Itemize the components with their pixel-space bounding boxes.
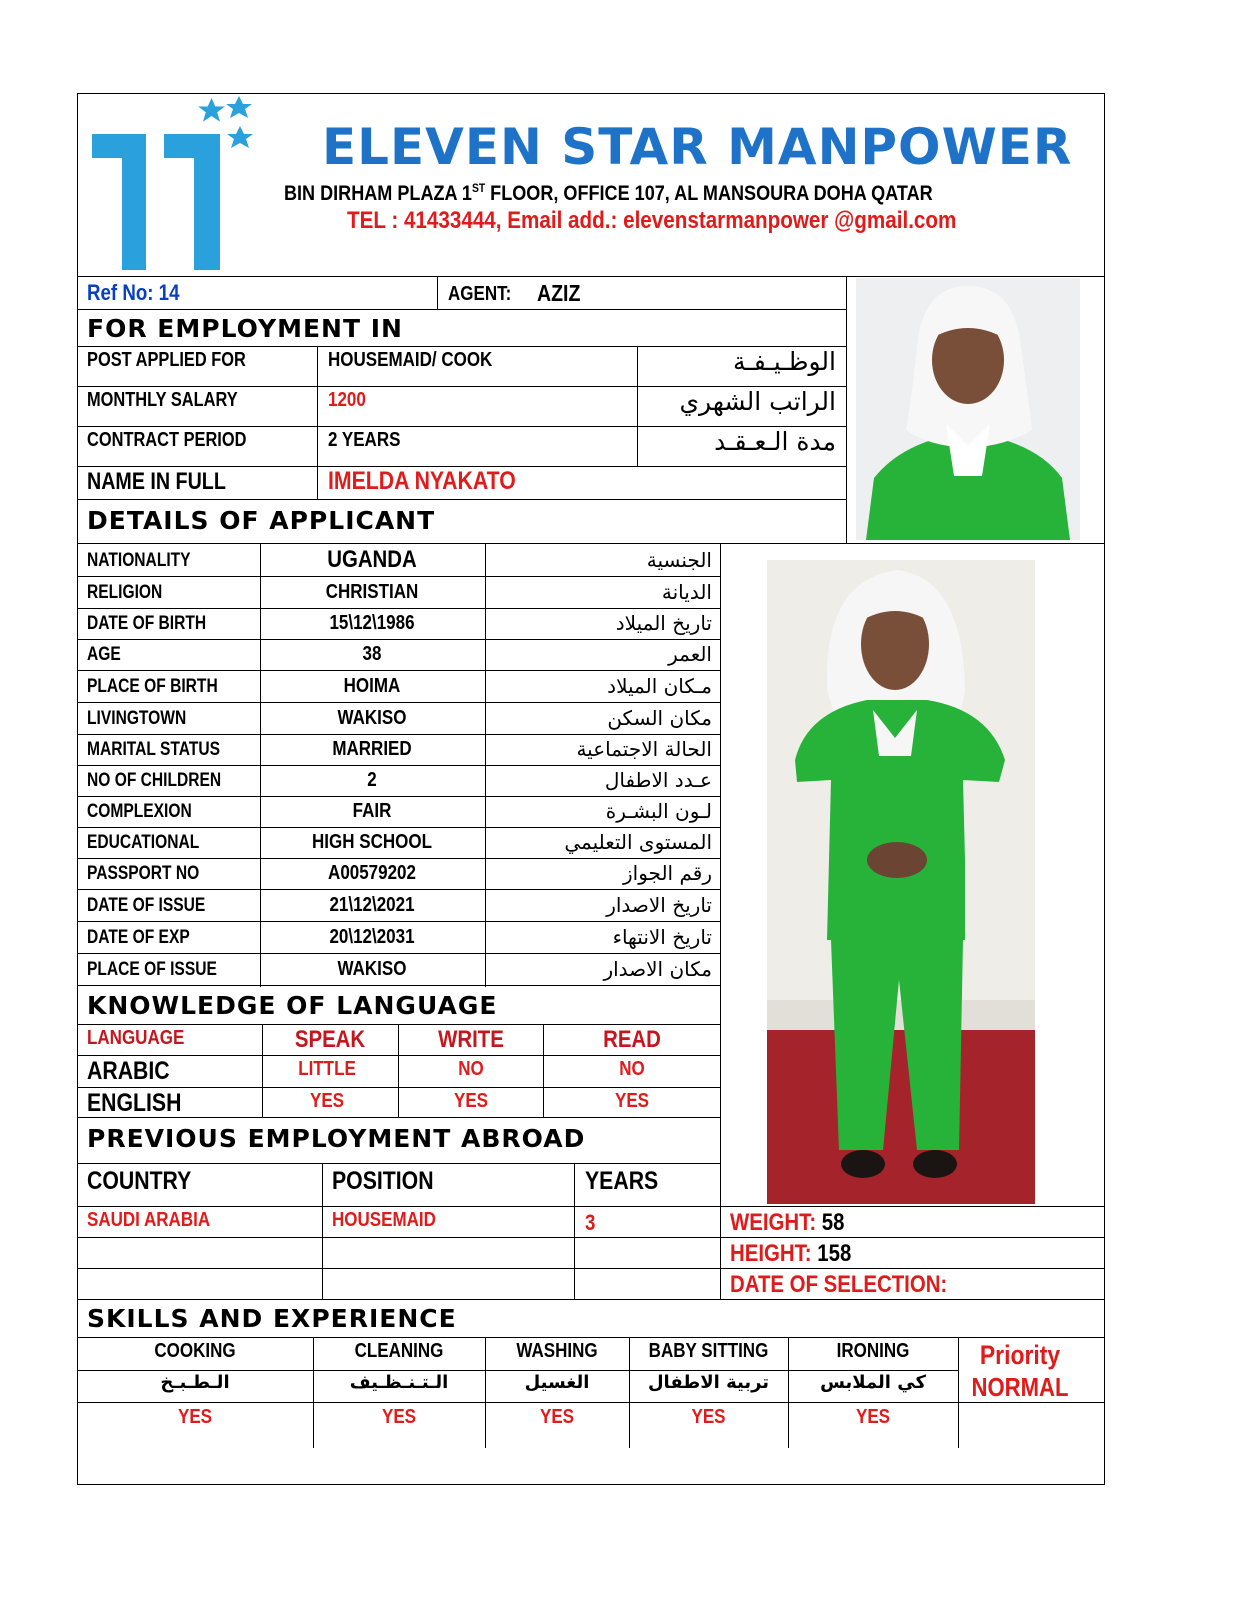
divider (317, 346, 318, 500)
divider (77, 309, 847, 310)
detail-row-value: FAIR (352, 800, 392, 822)
detail-row-arabic: العمر (668, 642, 712, 666)
detail-row-value: MARRIED (332, 738, 412, 760)
divider (77, 985, 721, 986)
employment-row-label: POST APPLIED FOR (87, 349, 246, 371)
language-name: ENGLISH (87, 1089, 182, 1117)
detail-row-label: AGE (87, 644, 121, 665)
company-name: ELEVEN STAR MANPOWER (322, 118, 1073, 176)
speak-header: SPEAK (294, 1026, 366, 1053)
detail-row-value: 2 (367, 769, 377, 791)
skill-name: IRONING (836, 1340, 910, 1362)
language-name: ARABIC (87, 1057, 170, 1085)
detail-row-arabic: مكان الاصدار (603, 957, 712, 981)
section-language-title: KNOWLEDGE OF LANGUAGE (87, 991, 498, 1020)
divider (788, 1337, 789, 1448)
ref-number: Ref No: 14 (87, 280, 180, 305)
divider (77, 1402, 1104, 1403)
previous-position: HOUSEMAID (332, 1209, 436, 1231)
employment-row-value: 1200 (328, 389, 366, 411)
skill-name: CLEANING (354, 1340, 444, 1362)
divider (77, 796, 721, 797)
skill-value: YES (855, 1406, 891, 1428)
detail-row-value: 20\12\2031 (329, 926, 415, 948)
language-speak: YES (309, 1090, 345, 1112)
detail-row-value: A00579202 (328, 862, 416, 884)
divider (77, 499, 847, 500)
divider (77, 346, 847, 347)
years-header: YEARS (585, 1167, 659, 1195)
divider (77, 1055, 721, 1056)
detail-row-arabic: الجنسية (646, 548, 712, 572)
language-write: NO (458, 1058, 484, 1080)
detail-row-label: LIVINGTOWN (87, 708, 187, 729)
applicant-portrait-photo (856, 278, 1080, 540)
skill-arabic: الغسيل (524, 1372, 590, 1393)
company-address: BIN DIRHAM PLAZA 1ST FLOOR, OFFICE 107, AL MANSOURA DOHA QATAR (284, 181, 933, 205)
detail-row-value: WAKISO (337, 958, 407, 980)
detail-row-label: DATE OF EXP (87, 927, 190, 948)
skill-value: YES (177, 1406, 213, 1428)
divider (574, 1163, 575, 1299)
detail-row-value: HOIMA (343, 675, 401, 697)
detail-row-value: CHRISTIAN (325, 581, 419, 603)
detail-row-arabic: مـكان الميلاد (607, 674, 712, 698)
divider (77, 765, 721, 766)
divider (77, 858, 721, 859)
divider (77, 1117, 721, 1118)
detail-row-arabic: لـون البشـرة (605, 799, 712, 823)
language-read: NO (619, 1058, 645, 1080)
divider (77, 702, 721, 703)
height: HEIGHT: 158 (730, 1240, 852, 1267)
weight: WEIGHT: 58 (730, 1209, 845, 1236)
divider (77, 576, 721, 577)
previous-years: 3 (585, 1210, 596, 1235)
divider (77, 953, 721, 954)
section-skills-title: SKILLS AND EXPERIENCE (87, 1304, 457, 1333)
divider (77, 827, 721, 828)
country-header: COUNTRY (87, 1167, 192, 1195)
divider (543, 1024, 544, 1118)
detail-row-arabic: تاريخ الميلاد (615, 611, 712, 635)
employment-row-label: MONTHLY SALARY (87, 389, 238, 411)
divider (77, 1024, 721, 1025)
logo-eleven-icon (88, 96, 258, 276)
detail-row-arabic: الحالة الاجتماعية (576, 737, 712, 761)
divider (77, 1299, 1104, 1300)
detail-row-arabic: تاريخ الاصدار (606, 893, 712, 917)
detail-row-arabic: تاريخ الانتهاء (612, 925, 712, 949)
detail-row-label: RELIGION (87, 582, 163, 603)
language-header: LANGUAGE (87, 1027, 185, 1049)
divider (77, 1370, 959, 1371)
detail-row-label: NATIONALITY (87, 550, 191, 571)
detail-row-label: DATE OF BIRTH (87, 613, 207, 634)
skill-name: BABY SITTING (648, 1340, 769, 1362)
skill-value: YES (539, 1406, 575, 1428)
detail-row-value: WAKISO (337, 707, 407, 729)
detail-row-arabic: مكان السكن (607, 706, 712, 730)
divider (77, 1206, 1104, 1207)
divider (77, 276, 1104, 277)
language-speak: LITTLE (298, 1058, 356, 1080)
skill-name: WASHING (516, 1340, 598, 1362)
skill-value: YES (381, 1406, 417, 1428)
divider (637, 346, 638, 466)
divider (398, 1024, 399, 1118)
divider (313, 1337, 314, 1448)
employment-row-value: HOUSEMAID/ COOK (328, 349, 493, 371)
section-details-title: DETAILS OF APPLICANT (87, 506, 436, 535)
employment-row-arabic: الراتب الشهري (679, 387, 836, 416)
divider (77, 1268, 1104, 1269)
skill-value: YES (691, 1406, 726, 1428)
divider (77, 608, 721, 609)
full-body-figure-icon (767, 560, 1035, 1204)
portrait-figure-icon (856, 278, 1080, 540)
section-previous-title: PREVIOUS EMPLOYMENT ABROAD (87, 1124, 586, 1153)
detail-row-value: 21\12\2021 (329, 894, 415, 916)
applicant-full-body-photo (767, 560, 1035, 1204)
detail-row-value: HIGH SCHOOL (312, 831, 432, 853)
detail-row-label: MARITAL STATUS (87, 739, 220, 760)
detail-row-label: COMPLEXION (87, 801, 192, 822)
position-header: POSITION (332, 1167, 434, 1195)
divider (77, 921, 721, 922)
divider (77, 889, 721, 890)
detail-row-label: PASSPORT NO (87, 863, 200, 884)
skill-arabic: كي الملابس (820, 1372, 926, 1393)
write-header: WRITE (438, 1026, 504, 1053)
agent-label: AGENT: (448, 283, 512, 305)
detail-row-label: NO OF CHILDREN (87, 770, 222, 791)
skill-name: COOKING (154, 1340, 236, 1362)
employment-row-label: CONTRACT PERIOD (87, 429, 247, 451)
agent-name: AZIZ (537, 280, 581, 306)
skill-arabic: الـتـنـظـيف (349, 1372, 449, 1393)
company-contact: TEL : 41433444, Email add.: elevenstarmanpower @gmail.com (347, 207, 957, 234)
divider (958, 1337, 959, 1448)
employment-row-arabic: مدة الـعـقـد (714, 427, 836, 456)
name-label: NAME IN FULL (87, 468, 226, 495)
divider (322, 1163, 323, 1299)
employment-row-value: 2 YEARS (328, 429, 401, 451)
priority-label: Priority (979, 1340, 1061, 1370)
previous-country: SAUDI ARABIA (87, 1209, 211, 1231)
divider (846, 276, 847, 544)
divider (77, 670, 721, 671)
detail-row-value: UGANDA (327, 546, 417, 573)
divider (77, 543, 1104, 544)
language-read: YES (614, 1090, 650, 1112)
company-logo (88, 96, 258, 276)
divider (720, 543, 721, 1299)
detail-row-label: PLACE OF BIRTH (87, 676, 218, 697)
skill-arabic: الـطـبـخ (160, 1372, 230, 1393)
divider (77, 1337, 1104, 1338)
divider (77, 1087, 721, 1088)
divider (260, 543, 261, 987)
employment-row-arabic: الوظـيـفـة (733, 347, 836, 376)
detail-row-value: 38 (362, 643, 382, 665)
detail-row-value: 15\12\1986 (329, 612, 415, 634)
divider (77, 1163, 721, 1164)
detail-row-label: PLACE OF ISSUE (87, 959, 217, 980)
divider (485, 1337, 486, 1448)
divider (77, 639, 721, 640)
date-of-selection-label: DATE OF SELECTION: (730, 1271, 948, 1298)
detail-row-label: DATE OF ISSUE (87, 895, 206, 916)
detail-row-label: EDUCATIONAL (87, 832, 200, 853)
divider (262, 1024, 263, 1118)
detail-row-arabic: المستوى التعليمي (564, 830, 712, 854)
read-header: READ (603, 1026, 661, 1053)
language-write: YES (453, 1090, 489, 1112)
detail-row-arabic: رقم الجواز (623, 861, 712, 885)
detail-row-arabic: الديانة (661, 580, 712, 604)
divider (77, 1237, 1104, 1238)
divider (485, 543, 486, 987)
skill-arabic: تربية الاطفال (647, 1372, 770, 1393)
divider (77, 734, 721, 735)
divider (629, 1337, 630, 1448)
priority-value: NORMAL (971, 1372, 1069, 1402)
detail-row-arabic: عـدد الاطفال (604, 768, 712, 792)
applicant-full-name: IMELDA NYAKATO (328, 467, 516, 495)
divider (437, 276, 438, 310)
section-employment-title: FOR EMPLOYMENT IN (87, 314, 403, 343)
